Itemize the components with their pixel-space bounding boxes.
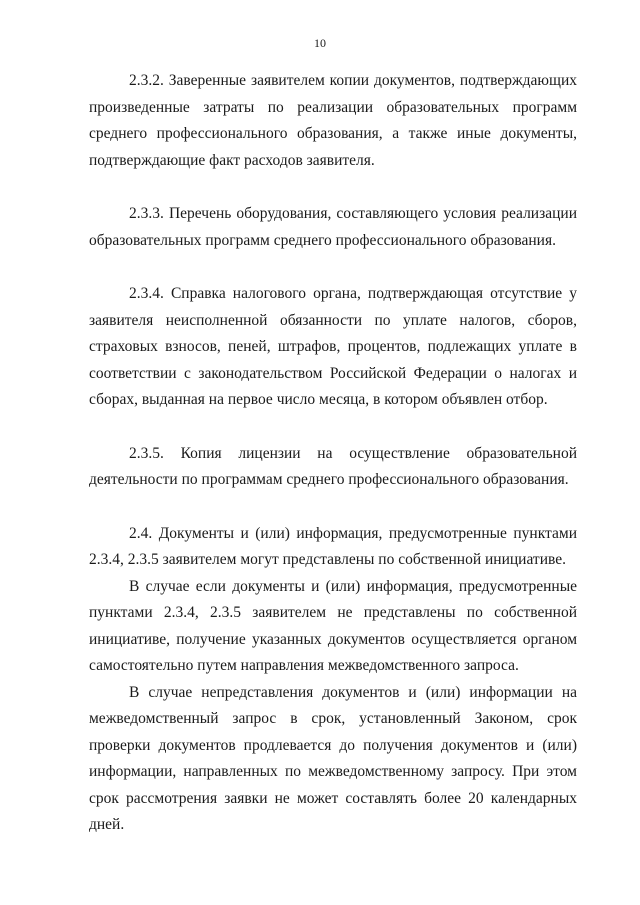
paragraph-2-4-case-not-received: В случае непредставления документов и (или) информации на межведомственный запрос в срок, установленный Законом, срок проверки документов продлевается до получения документов и (или) информации, направленных по межведомственному запросу. При этом срок рассмотрения заявки не может составлять более 20 календарных дней. bbox=[89, 683, 577, 833]
paragraph-2-4: 2.4. Документы и (или) информация, предусмотренные пунктами 2.3.4, 2.3.5 заявителем могут представлены по собственной инициативе. bbox=[89, 524, 577, 568]
paragraph-2-3-4: 2.3.4. Справка налогового органа, подтверждающая отсутствие у заявителя неисполненной обязанности по уплате налогов, сборов, страховых взносов, пеней, штрафов, процентов, подлежащих уплате в соответствии с законодательством Российской Федерации о налогах и сборах, выданная на первое число месяца, в котором объявлен отбор. bbox=[89, 285, 577, 408]
paragraph-2-3-5: 2.3.5. Копия лицензии на осуществление образовательной деятельности по программам среднего профессионального образования. bbox=[89, 444, 577, 488]
paragraph-2-3-2: 2.3.2. Заверенные заявителем копии документов, подтверждающих произведенные затраты по реализации образовательных программ среднего профессионального образования, а также иные документы, подтверждающие факт расходов заявителя. bbox=[89, 72, 577, 169]
page-number: 10 bbox=[314, 36, 326, 50]
paragraph-2-4-case-not-submitted: В случае если документы и (или) информация, предусмотренные пунктами 2.3.4, 2.3.5 заявителем не представлены по собственной инициативе, получение указанных документов осуществляется органом самостоятельно путем направления межведомственного запроса. bbox=[89, 577, 577, 674]
paragraph-2-3-3: 2.3.3. Перечень оборудования, составляющего условия реализации образовательных программ среднего профессионального образования. bbox=[89, 205, 577, 249]
document-body bbox=[89, 68, 577, 839]
